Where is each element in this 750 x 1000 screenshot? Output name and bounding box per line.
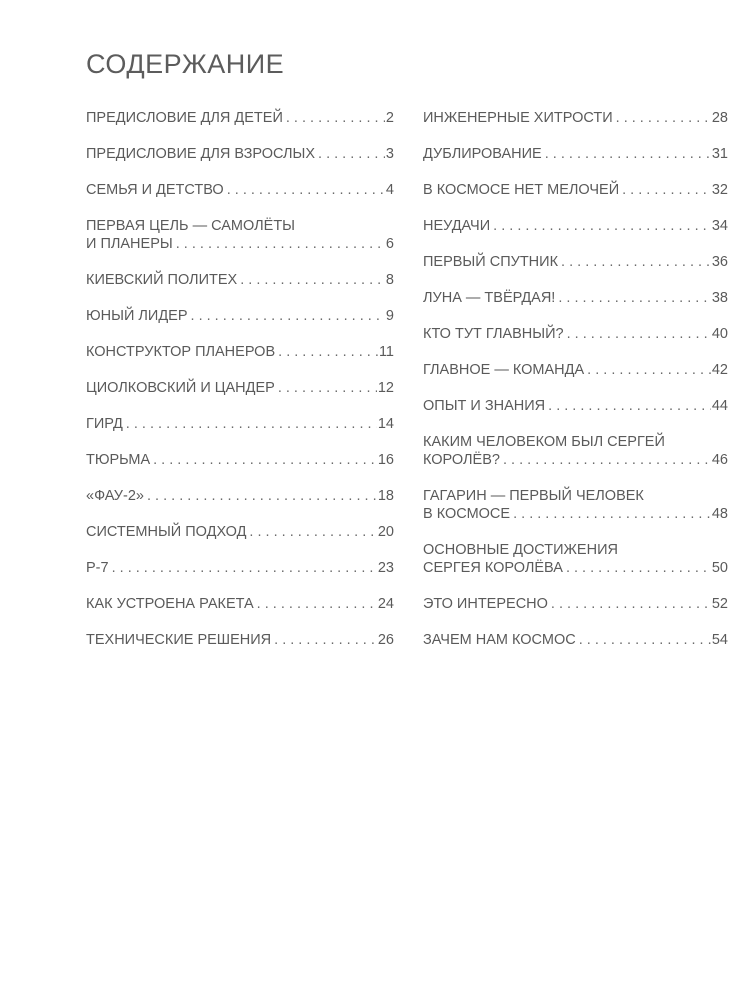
toc-entry-row: [86, 379, 394, 397]
toc-page-number: 6: [385, 236, 394, 252]
dot-leader: [579, 631, 711, 649]
toc-entry[interactable]: [86, 631, 394, 649]
toc-entry-row: [423, 181, 728, 199]
toc-entry-title: СИСТЕМНЫЙ ПОДХОД: [86, 524, 247, 540]
toc-entry-title: НЕУДАЧИ: [423, 218, 491, 234]
toc-entry[interactable]: [86, 451, 394, 469]
toc-page-number: 38: [711, 290, 728, 306]
toc-entry-row: [86, 109, 394, 127]
dot-leader: [567, 325, 711, 343]
toc-entry[interactable]: [86, 379, 394, 397]
toc-entry-title: В КОСМОСЕ НЕТ МЕЛОЧЕЙ: [423, 182, 620, 198]
toc-page-number: 16: [377, 452, 394, 468]
toc-entry[interactable]: [423, 361, 728, 379]
dot-leader: [249, 523, 376, 541]
toc-entry[interactable]: [86, 559, 394, 577]
toc-entry-row: [86, 487, 394, 505]
toc-entry-row: [86, 235, 394, 253]
toc-entry-title: КИЕВСКИЙ ПОЛИТЕХ: [86, 272, 238, 288]
toc-entry-title: ПЕРВЫЙ СПУТНИК: [423, 254, 559, 270]
toc-entry-title: ГИРД: [86, 416, 123, 432]
toc-entry-title: ИНЖЕНЕРНЫЕ ХИТРОСТИ: [423, 110, 613, 126]
toc-entry[interactable]: [86, 217, 394, 253]
toc-entry-title: ГАГАРИН — ПЕРВЫЙ ЧЕЛОВЕК: [423, 488, 644, 504]
dot-leader: [318, 145, 385, 163]
toc-entry[interactable]: [423, 145, 728, 163]
toc-entry[interactable]: [423, 433, 728, 469]
dot-leader: [227, 181, 385, 199]
toc-column-left: [86, 109, 394, 667]
toc-entry[interactable]: [86, 145, 394, 163]
toc-column-right: [423, 109, 728, 667]
toc-page-number: 12: [377, 380, 394, 396]
dot-leader: [545, 145, 711, 163]
toc-page-number: 20: [377, 524, 394, 540]
toc-page-number: 2: [385, 110, 394, 126]
toc-entry-row: [86, 307, 394, 325]
toc-page-number: 9: [385, 308, 394, 324]
toc-entry-row: [86, 451, 394, 469]
toc-entry[interactable]: [423, 253, 728, 271]
toc-page-number: 3: [385, 146, 394, 162]
toc-entry[interactable]: [423, 325, 728, 343]
toc-entry[interactable]: [423, 289, 728, 307]
dot-leader: [558, 289, 711, 307]
dot-leader: [548, 397, 711, 415]
dot-leader: [153, 451, 377, 469]
toc-entry-title: ОСНОВНЫЕ ДОСТИЖЕНИЯ: [423, 542, 618, 558]
toc-entry-row: [423, 361, 728, 379]
toc-entry[interactable]: [86, 415, 394, 433]
toc-entry[interactable]: [423, 181, 728, 199]
toc-entry-row: [86, 181, 394, 199]
toc-page-number: 14: [377, 416, 394, 432]
toc-entry-title: КАК УСТРОЕНА РАКЕТА: [86, 596, 254, 612]
toc-entry[interactable]: [423, 541, 728, 577]
toc-entry-row: [423, 451, 728, 469]
toc-page-number: 52: [711, 596, 728, 612]
dot-leader: [622, 181, 711, 199]
toc-entry-row: [86, 343, 394, 361]
toc-entry-row: [86, 595, 394, 613]
toc-entry-title: ГЛАВНОЕ — КОМАНДА: [423, 362, 585, 378]
toc-page-number: 8: [385, 272, 394, 288]
toc-page-number: 26: [377, 632, 394, 648]
page-title: СОДЕРЖАНИЕ: [86, 49, 285, 79]
toc-entry-row: [86, 631, 394, 649]
toc-entry-row: [423, 217, 728, 235]
toc-page-number: 31: [711, 146, 728, 162]
toc-entry-row: [423, 325, 728, 343]
toc-entry[interactable]: [86, 181, 394, 199]
toc-page-number: 28: [711, 110, 728, 126]
toc-entry-row: [423, 631, 728, 649]
dot-leader: [147, 487, 377, 505]
toc-page-number: 42: [711, 362, 728, 378]
toc-page-number: 24: [377, 596, 394, 612]
toc-entry-title: КТО ТУТ ГЛАВНЫЙ?: [423, 326, 564, 342]
toc-entry-row: [423, 145, 728, 163]
toc-entry-row: [86, 523, 394, 541]
toc-entry-title: ПРЕДИСЛОВИЕ ДЛЯ ВЗРОСЛЫХ: [86, 146, 316, 162]
toc-page-number: 44: [711, 398, 728, 414]
toc-page-number: 23: [377, 560, 394, 576]
toc-entry[interactable]: [86, 343, 394, 361]
dot-leader: [112, 559, 377, 577]
toc-entry-row: [423, 559, 728, 577]
toc-entry[interactable]: [86, 109, 394, 127]
dot-leader: [513, 505, 711, 523]
toc-page-number: 11: [378, 344, 394, 360]
dot-leader: [257, 595, 377, 613]
toc-entry-row: [86, 145, 394, 163]
toc-page-number: 48: [711, 506, 728, 522]
dot-leader: [191, 307, 385, 325]
toc-entry-title: ЗАЧЕМ НАМ КОСМОС: [423, 632, 576, 648]
toc-page-number: 54: [711, 632, 728, 648]
dot-leader: [503, 451, 711, 469]
dot-leader: [286, 109, 385, 127]
dot-leader: [561, 253, 711, 271]
dot-leader: [274, 631, 377, 649]
toc-entry[interactable]: [423, 217, 728, 235]
toc-page-number: 46: [711, 452, 728, 468]
toc-entry-title: ЛУНА — ТВЁРДАЯ!: [423, 290, 556, 306]
toc-entry[interactable]: [86, 595, 394, 613]
toc-entry-title: СЕМЬЯ И ДЕТСТВО: [86, 182, 224, 198]
toc-entry-title: СЕРГЕЯ КОРОЛЁВА: [423, 560, 563, 576]
dot-leader: [566, 559, 711, 577]
toc-entry[interactable]: [423, 595, 728, 613]
toc-entry[interactable]: [423, 397, 728, 415]
toc-entry[interactable]: [423, 109, 728, 127]
toc-entry-title: КОРОЛЁВ?: [423, 452, 500, 468]
toc-page-number: 4: [385, 182, 394, 198]
toc-entry-title: ЮНЫЙ ЛИДЕР: [86, 308, 188, 324]
toc-entry-title: КАКИМ ЧЕЛОВЕКОМ БЫЛ СЕРГЕЙ: [423, 434, 665, 450]
toc-entry-title: ТЕХНИЧЕСКИЕ РЕШЕНИЯ: [86, 632, 272, 648]
toc-entry-title: ЦИОЛКОВСКИЙ И ЦАНДЕР: [86, 380, 275, 396]
dot-leader: [587, 361, 711, 379]
dot-leader: [126, 415, 377, 433]
toc-entry-title: И ПЛАНЕРЫ: [86, 236, 173, 252]
toc-entry-row: [423, 253, 728, 271]
toc-entry-row: [86, 271, 394, 289]
toc-entry[interactable]: [86, 523, 394, 541]
toc-page-number: 50: [711, 560, 728, 576]
toc-entry[interactable]: [86, 307, 394, 325]
toc-entry-title: ПРЕДИСЛОВИЕ ДЛЯ ДЕТЕЙ: [86, 110, 283, 126]
toc-entry-title: ОПЫТ И ЗНАНИЯ: [423, 398, 546, 414]
dot-leader: [616, 109, 711, 127]
toc-entry[interactable]: [86, 271, 394, 289]
toc-page-number: 18: [377, 488, 394, 504]
toc-entry-row: [86, 559, 394, 577]
dot-leader: [493, 217, 711, 235]
toc-entry-row: [86, 415, 394, 433]
toc-entry-row: [423, 595, 728, 613]
toc-entry-row: [423, 109, 728, 127]
toc-entry-title: Р-7: [86, 560, 109, 576]
toc-entry-row: [423, 289, 728, 307]
toc-entry-title: ДУБЛИРОВАНИЕ: [423, 146, 542, 162]
toc-page-number: 32: [711, 182, 728, 198]
toc-entry[interactable]: [423, 487, 728, 523]
dot-leader: [240, 271, 385, 289]
toc-entry-row: [423, 397, 728, 415]
toc-entry-title: ЭТО ИНТЕРЕСНО: [423, 596, 548, 612]
toc-entry-title: ПЕРВАЯ ЦЕЛЬ — САМОЛЁТЫ: [86, 218, 296, 234]
toc-entry[interactable]: [423, 631, 728, 649]
dot-leader: [551, 595, 711, 613]
dot-leader: [278, 343, 378, 361]
toc-entry-row: [423, 505, 728, 523]
toc-page-number: 36: [711, 254, 728, 270]
toc-page-number: 34: [711, 218, 728, 234]
toc-entry-title: «ФАУ-2»: [86, 488, 144, 504]
dot-leader: [278, 379, 377, 397]
toc-entry-title: КОНСТРУКТОР ПЛАНЕРОВ: [86, 344, 276, 360]
toc-entry-title: ТЮРЬМА: [86, 452, 151, 468]
toc-page-number: 40: [711, 326, 728, 342]
toc-entry[interactable]: [86, 487, 394, 505]
toc-entry-title: В КОСМОСЕ: [423, 506, 511, 522]
dot-leader: [176, 235, 385, 253]
